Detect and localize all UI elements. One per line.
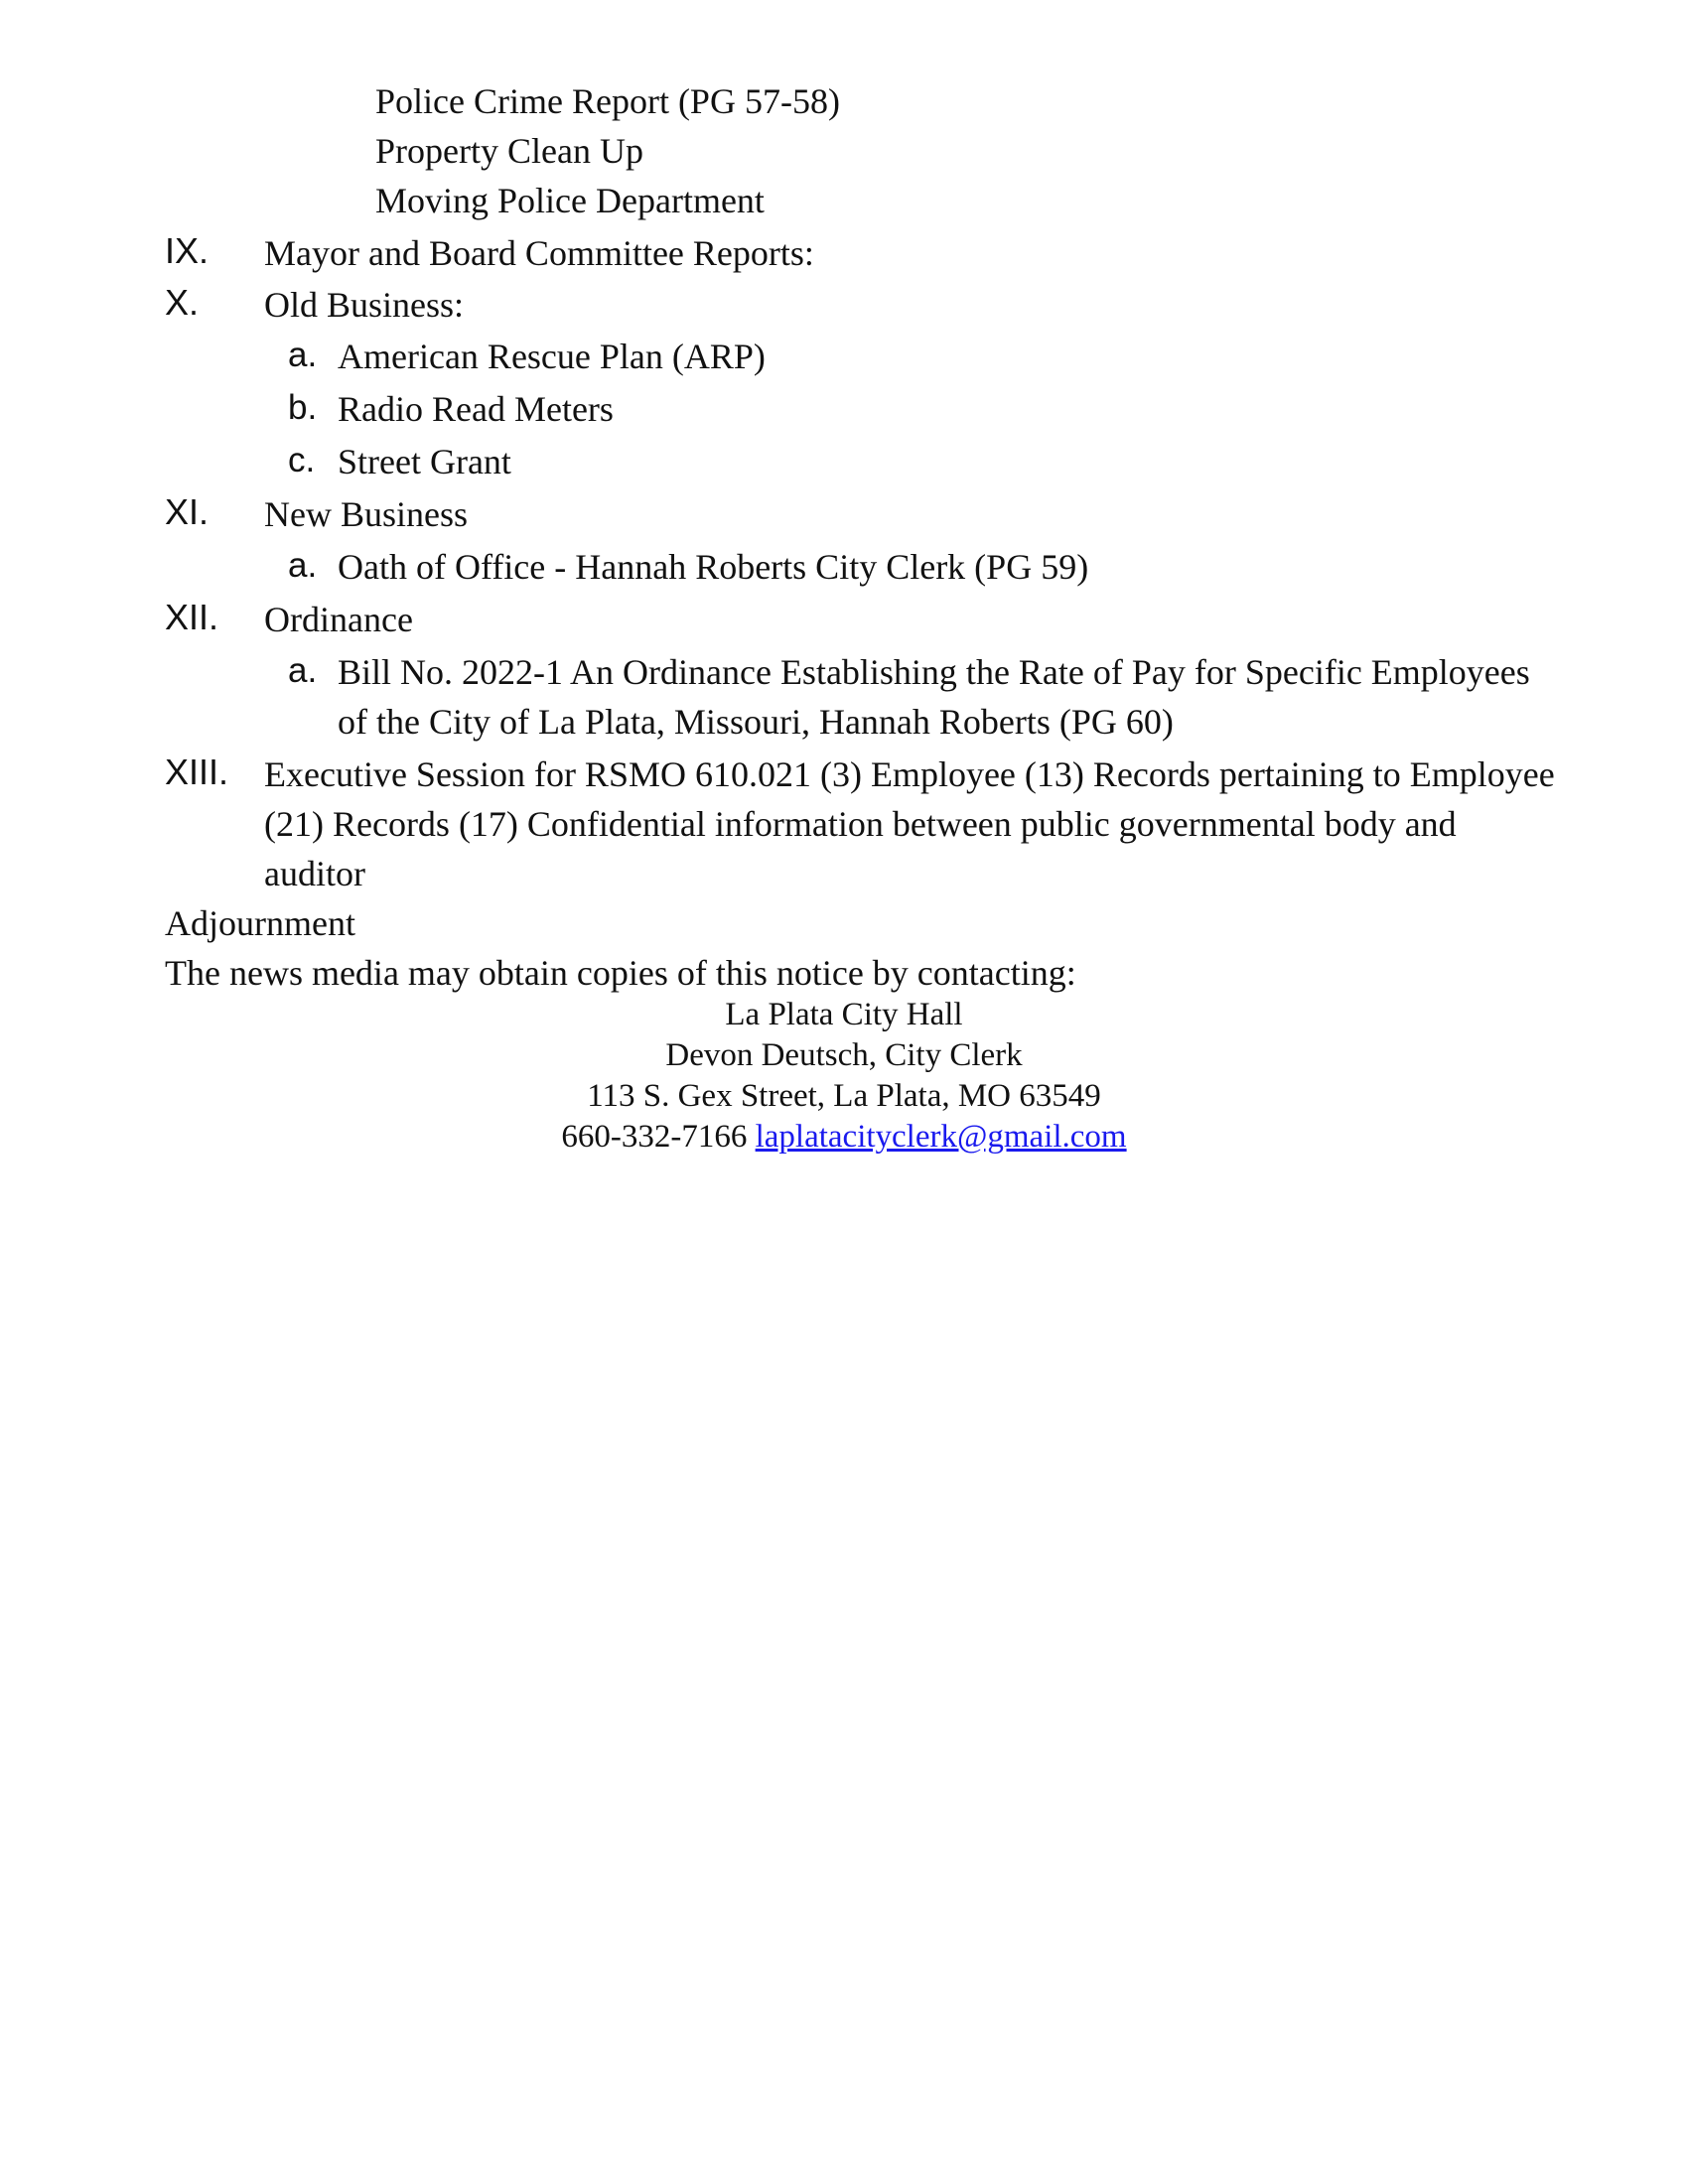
agenda-subitem-moving-police-department: Moving Police Department (375, 181, 765, 220)
item-street-grant: Street Grant (338, 442, 511, 481)
contact-address: 113 S. Gex Street, La Plata, MO 63549 (587, 1078, 1101, 1114)
contact-line (0, 1117, 1688, 1158)
section-title-ordinance: Ordinance (264, 600, 413, 639)
item-american-rescue-plan: American Rescue Plan (ARP) (338, 337, 766, 376)
section-numeral-xiii: XIII. (165, 751, 229, 792)
section-numeral-xi: XI. (165, 491, 210, 532)
section-title-mayor-board-reports: Mayor and Board Committee Reports: (264, 233, 814, 273)
item-letter-a: a. (288, 546, 318, 585)
section-title-executive-session-line-2: (21) Records (17) Confidential information between public governmental body and (264, 804, 1457, 844)
section-numeral-x: X. (165, 282, 200, 323)
item-radio-read-meters: Radio Read Meters (338, 389, 614, 429)
contact-clerk: Devon Deutsch, City Clerk (665, 1037, 1023, 1073)
item-letter-a: a. (288, 651, 318, 690)
contact-email-link[interactable]: laplatacityclerk@gmail.com (755, 1119, 1127, 1155)
item-letter-b: b. (288, 388, 318, 427)
item-oath-of-office: Oath of Office - Hannah Roberts City Clerk (PG 59) (338, 547, 1089, 587)
section-title-executive-session-line-3: auditor (264, 854, 365, 893)
item-letter-a: a. (288, 336, 318, 374)
item-letter-c: c. (288, 441, 316, 479)
adjournment: Adjournment (165, 903, 355, 943)
agenda-subitem-police-crime-report: Police Crime Report (PG 57-58) (375, 81, 840, 121)
section-title-executive-session-line-1: Executive Session for RSMO 610.021 (3) Employee (13) Records pertaining to Employee (264, 754, 1555, 794)
agenda-subitem-property-clean-up: Property Clean Up (375, 131, 643, 171)
section-numeral-xii: XII. (165, 597, 219, 637)
contact-phone: 660-332-7166 (561, 1119, 748, 1155)
item-bill-2022-1-line-1: Bill No. 2022-1 An Ordinance Establishing the Rate of Pay for Specific Employees (338, 652, 1530, 692)
item-bill-2022-1-line-2: of the City of La Plata, Missouri, Hannah Roberts (PG 60) (338, 702, 1174, 742)
section-numeral-ix: IX. (165, 230, 210, 271)
section-title-new-business: New Business (264, 494, 468, 534)
contact-office: La Plata City Hall (725, 997, 963, 1032)
media-notice: The news media may obtain copies of this notice by contacting: (165, 953, 1076, 993)
section-title-old-business: Old Business: (264, 285, 465, 325)
